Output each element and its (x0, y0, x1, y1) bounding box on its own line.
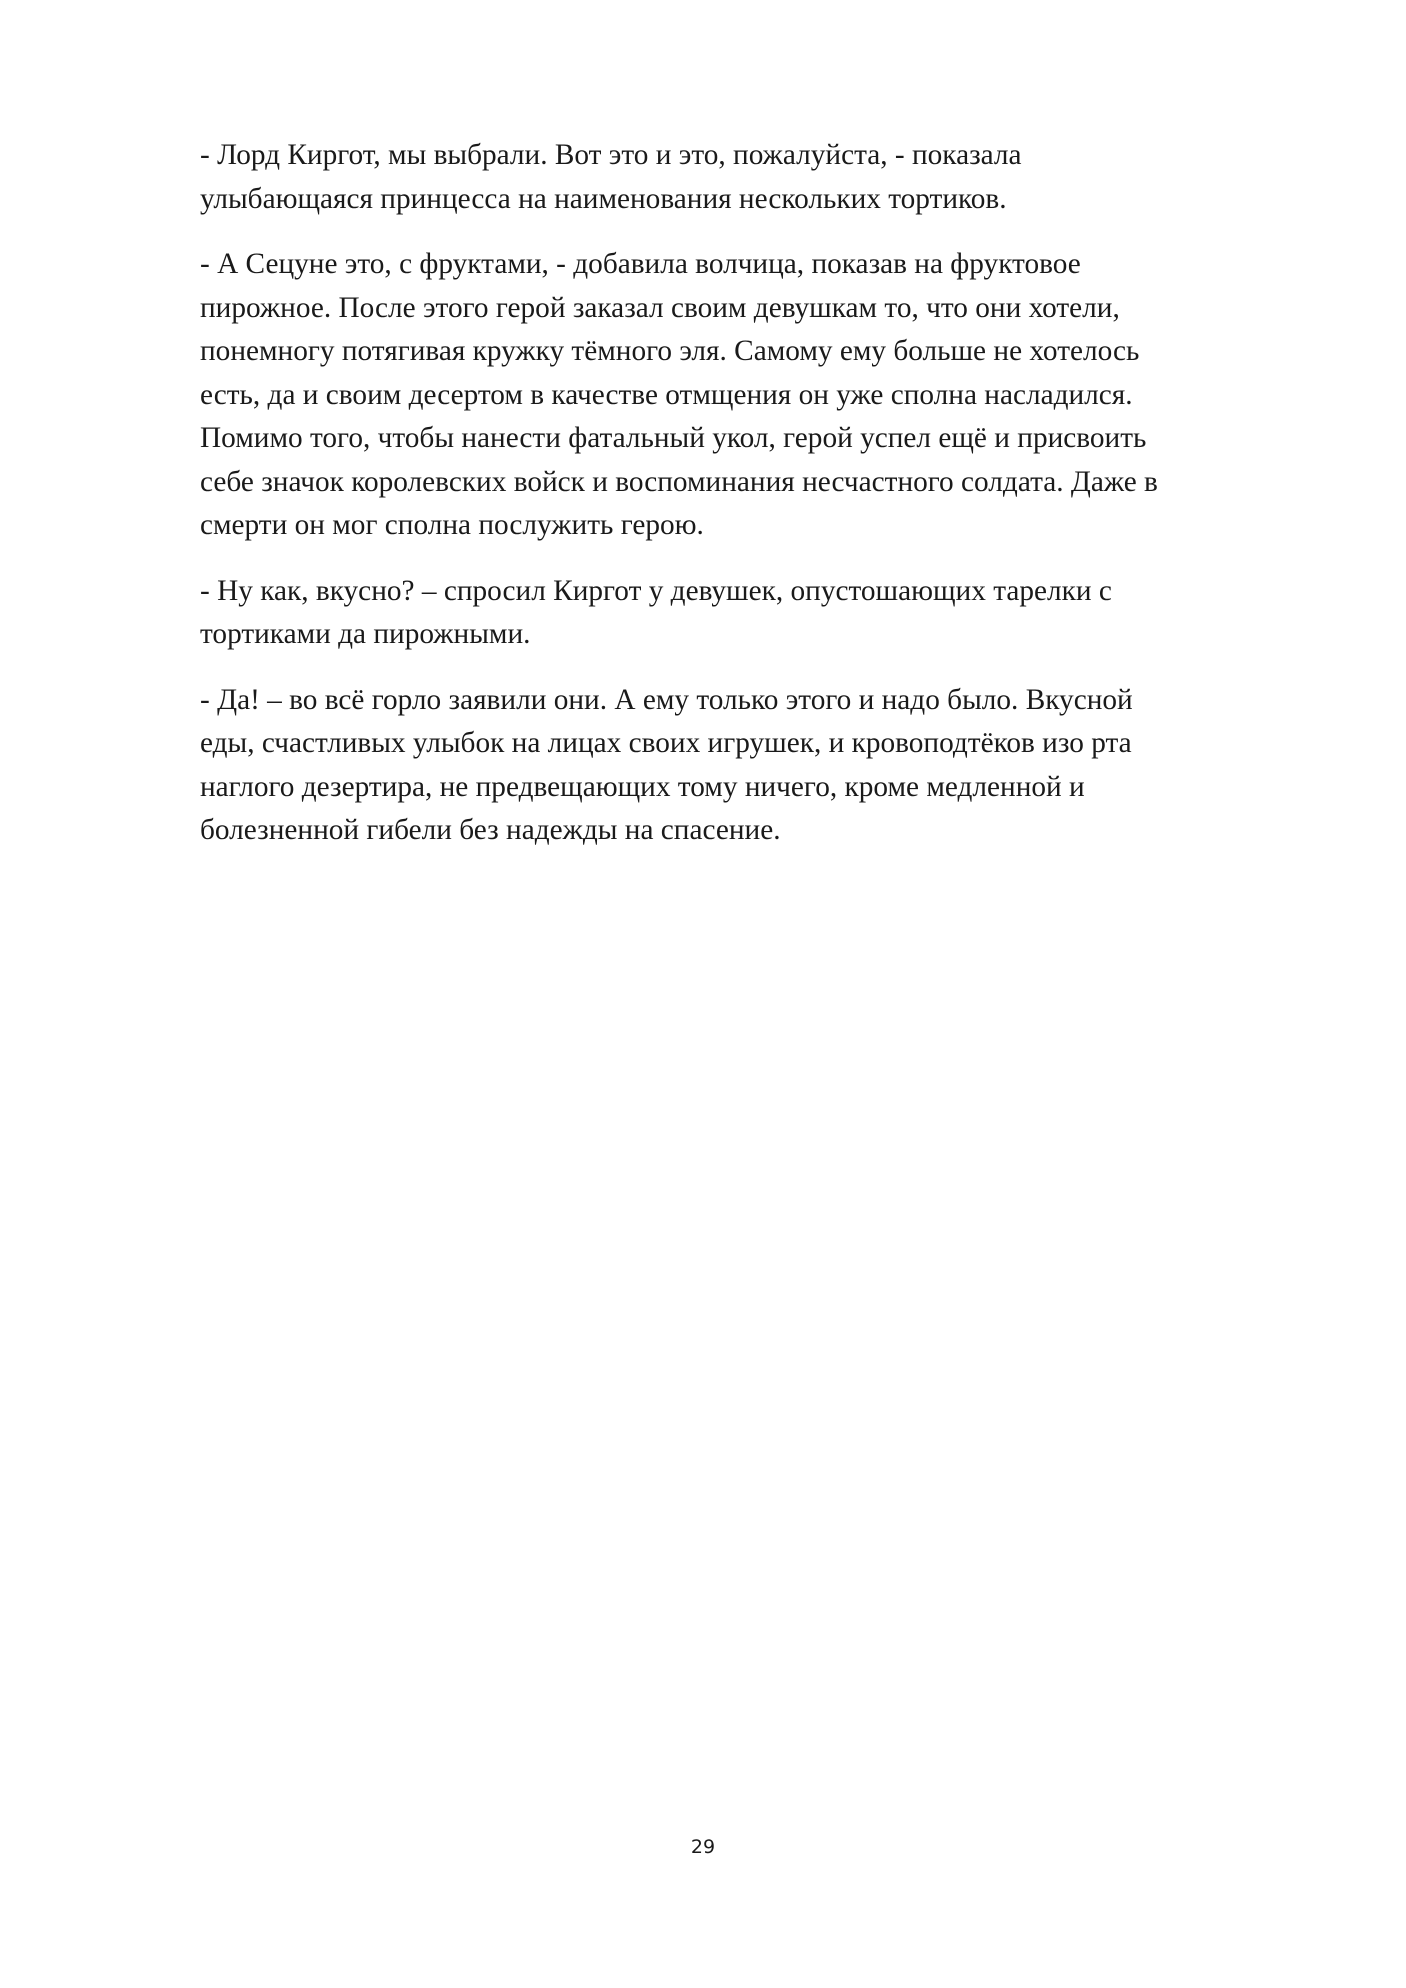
text-line: улыбающаяся принцесса на наименования нескольких тортиков. (200, 182, 1007, 215)
text-line: есть, да и своим десертом в качестве отмщения он уже сполна насладился. (200, 378, 1133, 411)
body-text (200, 134, 1290, 875)
page-number: 29 (690, 1836, 716, 1858)
text-line: Помимо того, чтобы нанести фатальный укол, герой успел ещё и присвоить (200, 422, 1147, 454)
text-line: - А Сецуне это, с фруктами, - добавила волчица, показав на фруктовое (200, 248, 1081, 280)
text-line: тортиками да пирожными. (200, 618, 531, 650)
text-line: наглого дезертира, не предвещающих тому ничего, кроме медленной и (200, 770, 1085, 803)
paragraph-3 (200, 570, 1290, 657)
paragraph-1 (200, 134, 1290, 221)
text-line: - Да! – во всё горло заявили они. А ему только этого и надо было. Вкусной (200, 683, 1133, 716)
paragraph-4 (200, 679, 1290, 853)
text-line: понемногу потягивая кружку тёмного эля. Самому ему больше не хотелось (200, 335, 1140, 367)
paragraph-2 (200, 243, 1290, 548)
text-line: болезненной гибели без надежды на спасение. (200, 814, 781, 846)
text-line: - Лорд Киргот, мы выбрали. Вот это и это, пожалуйста, - показала (200, 139, 1022, 171)
text-line: еды, счастливых улыбок на лицах своих игрушек, и кровоподтёков изо рта (200, 727, 1132, 759)
text-line: смерти он мог сполна послужить герою. (200, 509, 704, 541)
text-line: - Ну как, вкусно? – спросил Киргот у девушек, опустошающих тарелки с (200, 574, 1112, 607)
text-line: себе значок королевских войск и воспоминания несчастного солдата. Даже в (200, 465, 1158, 498)
text-line: пирожное. После этого герой заказал своим девушкам то, что они хотели, (200, 291, 1120, 324)
